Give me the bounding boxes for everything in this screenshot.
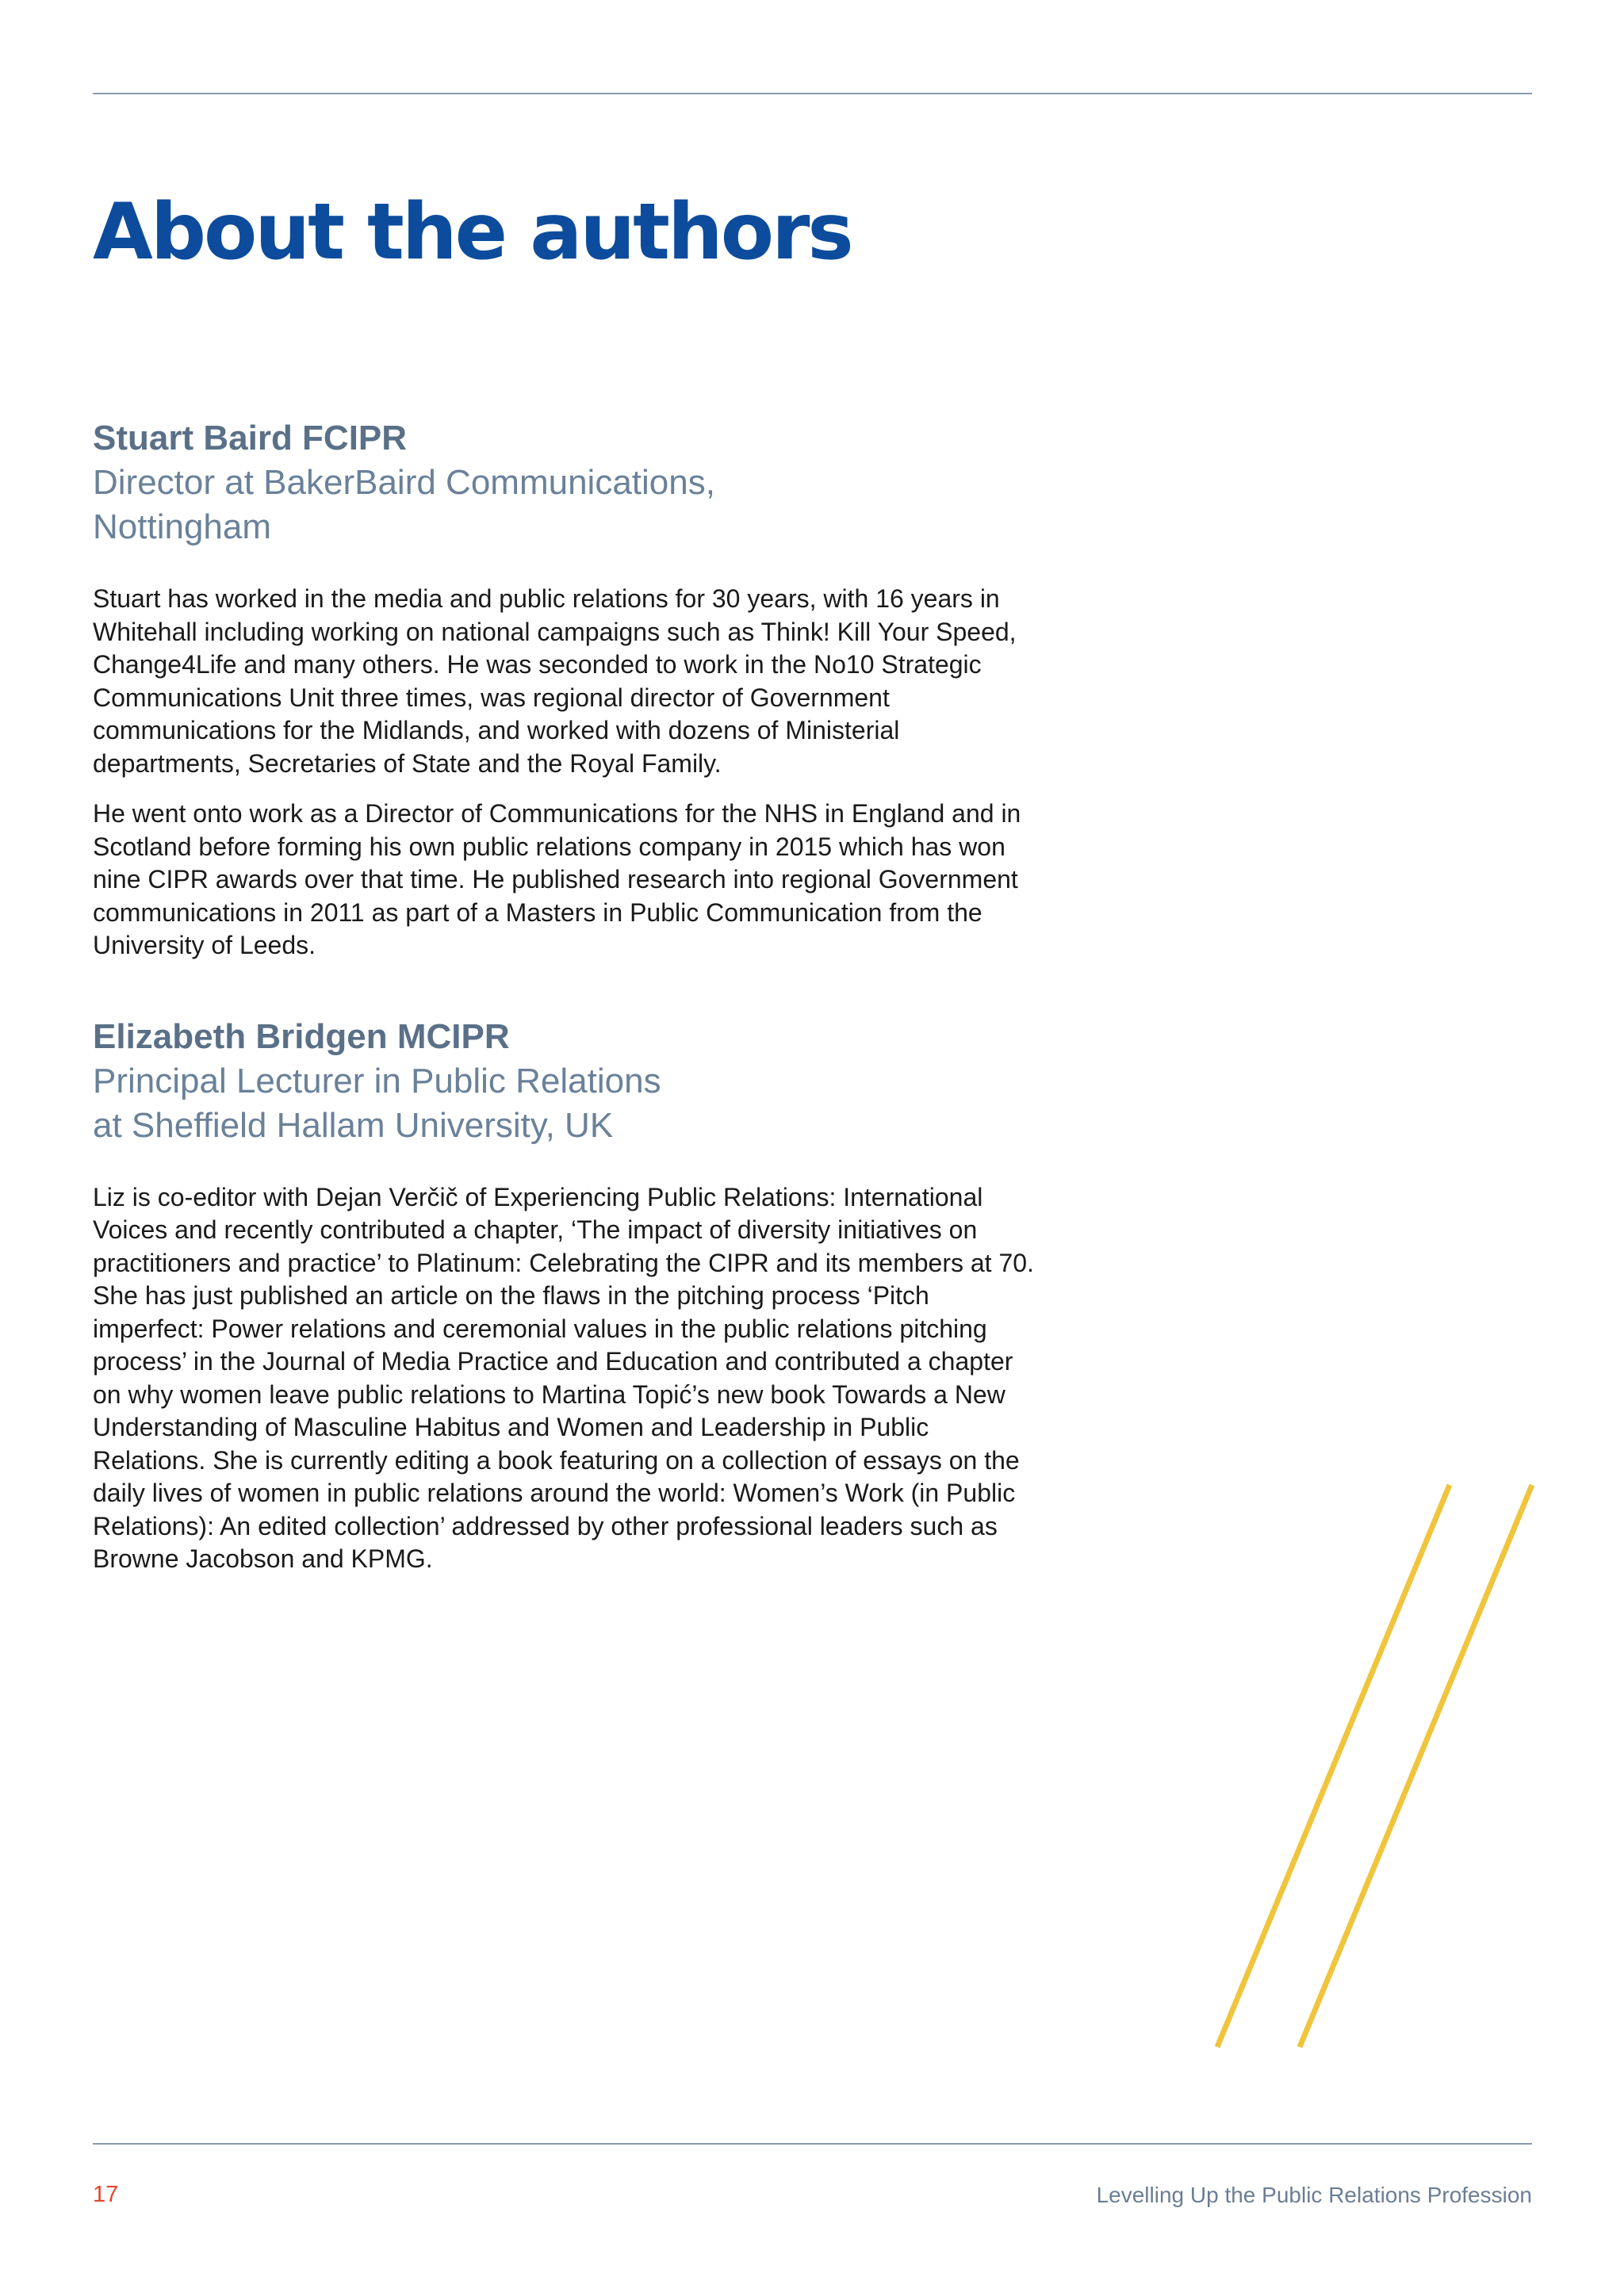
author-role-line: Principal Lecturer in Public Relations	[93, 1061, 661, 1100]
bio-paragraph: Stuart has worked in the media and public relations for 30 years, with 16 years in Whitehall including working on national campaigns such as Think! Kill Your Speed, Change4Life and many others. He was seconded to work in the No10 Strategic Communications Unit three times, was regional director of Government communications for the Midlands, and worked with dozens of Ministerial departments, Secretaries of State and the Royal Family.	[93, 584, 1017, 778]
author-role-line: Director at BakerBaird Communications,	[93, 463, 715, 502]
author-role-line: at Sheffield Hallam University, UK	[93, 1105, 614, 1145]
bottom-divider	[93, 2143, 1532, 2145]
footer-publication-title: Levelling Up the Public Relations Profession	[1096, 2183, 1532, 2207]
author-role-line: Nottingham	[93, 507, 272, 546]
author-name: Stuart Baird FCIPR	[93, 419, 408, 457]
page-number: 17	[93, 2182, 119, 2207]
author-name: Elizabeth Bridgen MCIPR	[93, 1016, 510, 1056]
page-title: About the authors	[93, 187, 852, 277]
bio-paragraph: He went onto work as a Director of Communications for the NHS in England and in Scotland before forming his own public relations company in 2015 which has won nine CIPR awards over that time. He published research into regional Government communications in 2011 as part of a Masters in Public Communication from the University of Leeds.	[93, 799, 1021, 959]
bio-paragraph: Liz is co-editor with Dejan Verčič of Experiencing Public Relations: International Voices and recently contributed a chapter, ‘The impact of diversity initiatives on practitioners and practice’ to Platinum: Celebrating the CIPR and its members at 70. She has just published an article on the flaws in the pitching process ‘Pitch imperfect: Power relations and ceremonial values in the public relations pitching process’ in the Journal of Media Practice and Education and contributed a chapter on why women leave public relations to Martina Topić’s new book Towards a New Understanding of Masculine Habitus and Women and Leadership in Public Relations. She is currently editing a book featuring on a collection of essays on the daily lives of women in public relations around the world: Women’s Work (in Public Relations): An edited collection’ addressed by other professional leaders such as Browne Jacobson and KPMG.	[93, 1182, 1034, 1573]
